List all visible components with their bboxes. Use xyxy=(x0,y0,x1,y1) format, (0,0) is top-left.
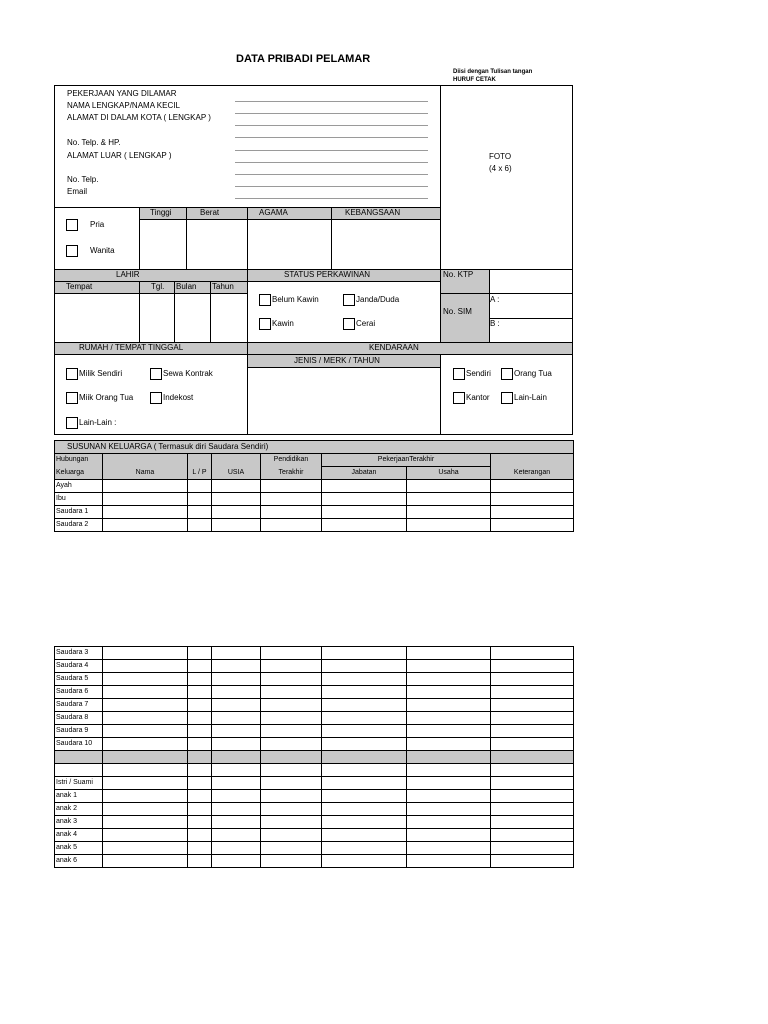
own-house-label: Milik Sendiri xyxy=(79,369,123,378)
email-field[interactable] xyxy=(235,198,428,199)
position-cell[interactable] xyxy=(322,816,407,829)
relation-cell: Istri / Suami xyxy=(55,777,103,790)
family-row xyxy=(55,790,574,803)
job-field[interactable] xyxy=(235,101,428,102)
notes-cell[interactable] xyxy=(491,829,574,842)
sex-cell[interactable] xyxy=(188,803,212,816)
note-handwriting: Diisi dengan Tulisan tangan xyxy=(453,69,533,75)
family-row xyxy=(55,506,574,519)
business-cell[interactable] xyxy=(407,480,491,493)
marital-header: STATUS PERKAWINAN xyxy=(284,270,371,279)
divider xyxy=(139,207,140,270)
notes-cell[interactable] xyxy=(491,777,574,790)
name-cell[interactable] xyxy=(103,712,188,725)
notes-cell[interactable] xyxy=(491,506,574,519)
notes-cell[interactable] xyxy=(491,647,574,660)
col-sex: L / P xyxy=(188,467,212,480)
position-cell[interactable] xyxy=(322,493,407,506)
vehicle-header: KENDARAAN xyxy=(369,343,419,352)
spacer-cell xyxy=(55,751,103,764)
name-cell[interactable] xyxy=(103,790,188,803)
spacer-cell xyxy=(188,764,212,777)
address-city-field[interactable] xyxy=(235,125,428,126)
age-cell[interactable] xyxy=(212,493,261,506)
age-cell[interactable] xyxy=(212,829,261,842)
name-cell[interactable] xyxy=(103,493,188,506)
spacer-cell xyxy=(103,751,188,764)
family-table-top xyxy=(54,440,574,532)
divider xyxy=(186,207,187,270)
relation-cell: Ibu xyxy=(55,493,103,506)
sex-cell[interactable] xyxy=(188,506,212,519)
notes-cell[interactable] xyxy=(491,712,574,725)
notes-cell[interactable] xyxy=(491,519,574,532)
business-cell[interactable] xyxy=(407,673,491,686)
notes-cell[interactable] xyxy=(491,699,574,712)
col-name-top xyxy=(103,454,188,467)
name-cell[interactable] xyxy=(103,660,188,673)
col-age: USIA xyxy=(212,467,261,480)
col-age-top xyxy=(212,454,261,467)
business-cell[interactable] xyxy=(407,803,491,816)
business-cell[interactable] xyxy=(407,493,491,506)
education-cell[interactable] xyxy=(261,829,322,842)
name-cell[interactable] xyxy=(103,777,188,790)
note-block-letters: HURUF CETAK xyxy=(453,77,496,83)
nationality-header: KEBANGSAAN xyxy=(345,208,401,217)
col-job: PekerjaanTerakhir xyxy=(322,454,491,467)
business-cell[interactable] xyxy=(407,855,491,868)
physical-header-line xyxy=(139,219,440,220)
sex-cell[interactable] xyxy=(188,777,212,790)
name-cell[interactable] xyxy=(103,725,188,738)
photo-label: FOTO xyxy=(489,152,512,161)
spacer-cell xyxy=(322,751,407,764)
spacer-cell xyxy=(322,764,407,777)
age-cell[interactable] xyxy=(212,647,261,660)
education-cell[interactable] xyxy=(261,673,322,686)
birth-month-header: Bulan xyxy=(176,282,197,291)
spacer-cell xyxy=(407,751,491,764)
relation-cell: Saudara 3 xyxy=(55,647,103,660)
education-cell[interactable] xyxy=(261,790,322,803)
col-relation-1: Hubungan xyxy=(55,454,103,467)
education-cell[interactable] xyxy=(261,519,322,532)
page-title: DATA PRIBADI PELAMAR xyxy=(236,53,371,65)
name-cell[interactable] xyxy=(103,842,188,855)
col-notes-top xyxy=(491,454,574,467)
sex-cell[interactable] xyxy=(188,519,212,532)
photo-size-label: (4 x 6) xyxy=(489,164,512,173)
divider xyxy=(54,293,248,294)
vehicle-other-checkbox[interactable] xyxy=(501,392,513,404)
education-cell[interactable] xyxy=(261,816,322,829)
widowed-label: Janda/Duda xyxy=(356,295,400,304)
single-checkbox[interactable] xyxy=(259,294,271,306)
family-row xyxy=(55,803,574,816)
position-cell[interactable] xyxy=(322,829,407,842)
sex-cell[interactable] xyxy=(188,725,212,738)
boarding-label: Indekost xyxy=(163,393,194,402)
name-field[interactable] xyxy=(235,113,428,114)
relation-cell: anak 4 xyxy=(55,829,103,842)
relation-cell: anak 1 xyxy=(55,790,103,803)
weight-header: Berat xyxy=(200,208,220,217)
family-row xyxy=(55,519,574,532)
age-cell[interactable] xyxy=(212,673,261,686)
phone2-label: No. Telp. xyxy=(67,175,99,184)
business-cell[interactable] xyxy=(407,777,491,790)
divider xyxy=(248,281,440,282)
relation-cell: Saudara 2 xyxy=(55,519,103,532)
family-table-mid xyxy=(54,646,574,868)
notes-cell[interactable] xyxy=(491,855,574,868)
residence-other-label: Lain-Lain : xyxy=(79,418,117,427)
education-cell[interactable] xyxy=(261,686,322,699)
age-cell[interactable] xyxy=(212,660,261,673)
family-row xyxy=(55,493,574,506)
relation-cell: Saudara 10 xyxy=(55,738,103,751)
family-row xyxy=(55,842,574,855)
position-cell[interactable] xyxy=(322,712,407,725)
business-cell[interactable] xyxy=(407,519,491,532)
age-cell[interactable] xyxy=(212,842,261,855)
col-business: Usaha xyxy=(407,467,491,480)
vehicle-parents-checkbox[interactable] xyxy=(501,368,513,380)
education-cell[interactable] xyxy=(261,842,322,855)
col-notes: Keterangan xyxy=(491,467,574,480)
notes-cell[interactable] xyxy=(491,480,574,493)
education-cell[interactable] xyxy=(261,699,322,712)
divider xyxy=(247,207,248,270)
position-cell[interactable] xyxy=(322,660,407,673)
female-checkbox[interactable] xyxy=(66,245,78,257)
name-cell[interactable] xyxy=(103,816,188,829)
sex-cell[interactable] xyxy=(188,686,212,699)
col-edu-1: Pendidikan xyxy=(261,454,322,467)
age-cell[interactable] xyxy=(212,803,261,816)
divider xyxy=(247,269,248,343)
education-cell[interactable] xyxy=(261,712,322,725)
spacer-cell xyxy=(55,764,103,777)
business-cell[interactable] xyxy=(407,738,491,751)
name-cell[interactable] xyxy=(103,699,188,712)
birth-header: LAHIR xyxy=(116,270,140,279)
name-cell[interactable] xyxy=(103,647,188,660)
position-cell[interactable] xyxy=(322,803,407,816)
relation-cell: anak 3 xyxy=(55,816,103,829)
education-cell[interactable] xyxy=(261,803,322,816)
age-cell[interactable] xyxy=(212,699,261,712)
sex-cell[interactable] xyxy=(188,855,212,868)
position-cell[interactable] xyxy=(322,842,407,855)
male-checkbox[interactable] xyxy=(66,219,78,231)
col-relation-2: Keluarga xyxy=(55,467,103,480)
name-label: NAMA LENGKAP/NAMA KECIL xyxy=(67,101,180,110)
job-label: PEKERJAAN YANG DILAMAR xyxy=(67,89,177,98)
relation-cell: Saudara 4 xyxy=(55,660,103,673)
sex-cell[interactable] xyxy=(188,493,212,506)
family-row xyxy=(55,686,574,699)
position-cell[interactable] xyxy=(322,738,407,751)
sex-cell[interactable] xyxy=(188,816,212,829)
business-cell[interactable] xyxy=(407,647,491,660)
family-row xyxy=(55,647,574,660)
vehicle-office-checkbox[interactable] xyxy=(453,392,465,404)
residence-other-checkbox[interactable] xyxy=(66,417,78,429)
name-cell[interactable] xyxy=(103,480,188,493)
family-row xyxy=(55,738,574,751)
relation-cell: Saudara 6 xyxy=(55,686,103,699)
notes-cell[interactable] xyxy=(491,673,574,686)
col-edu-2: Terakhir xyxy=(261,467,322,480)
col-name: Nama xyxy=(103,467,188,480)
education-cell[interactable] xyxy=(261,660,322,673)
ktp-label: No. KTP xyxy=(443,270,474,279)
address-city-field-2[interactable] xyxy=(235,137,428,138)
family-row xyxy=(55,855,574,868)
name-cell[interactable] xyxy=(103,738,188,751)
position-cell[interactable] xyxy=(322,647,407,660)
spacer-cell xyxy=(261,764,322,777)
notes-cell[interactable] xyxy=(491,686,574,699)
own-house-checkbox[interactable] xyxy=(66,368,78,380)
sim-a-label: A : xyxy=(490,295,500,304)
divider xyxy=(489,269,490,343)
height-header: Tinggi xyxy=(150,208,172,217)
family-row xyxy=(55,480,574,493)
age-cell[interactable] xyxy=(212,725,261,738)
divider xyxy=(440,354,441,435)
age-cell[interactable] xyxy=(212,519,261,532)
position-cell[interactable] xyxy=(322,506,407,519)
rent-checkbox[interactable] xyxy=(150,368,162,380)
religion-header: AGAMA xyxy=(259,208,288,217)
sex-cell[interactable] xyxy=(188,790,212,803)
sex-cell[interactable] xyxy=(188,738,212,751)
business-cell[interactable] xyxy=(407,842,491,855)
notes-cell[interactable] xyxy=(491,803,574,816)
married-checkbox[interactable] xyxy=(259,318,271,330)
id-label-bar xyxy=(441,270,489,342)
business-cell[interactable] xyxy=(407,725,491,738)
spacer-cell xyxy=(103,764,188,777)
position-cell[interactable] xyxy=(322,777,407,790)
phone-field[interactable] xyxy=(235,150,428,151)
divorced-label: Cerai xyxy=(356,319,376,328)
spacer-cell xyxy=(261,751,322,764)
widowed-checkbox[interactable] xyxy=(343,294,355,306)
business-cell[interactable] xyxy=(407,790,491,803)
name-cell[interactable] xyxy=(103,519,188,532)
position-cell[interactable] xyxy=(322,673,407,686)
family-row xyxy=(55,777,574,790)
sex-cell[interactable] xyxy=(188,699,212,712)
vehicle-office-label: Kantor xyxy=(466,393,490,402)
spacer-cell xyxy=(188,751,212,764)
notes-cell[interactable] xyxy=(491,842,574,855)
divider xyxy=(174,281,175,343)
relation-cell: anak 5 xyxy=(55,842,103,855)
vehicle-own-checkbox[interactable] xyxy=(453,368,465,380)
education-cell[interactable] xyxy=(261,480,322,493)
name-cell[interactable] xyxy=(103,829,188,842)
vehicle-subheader: JENIS / MERK / TAHUN xyxy=(294,356,380,365)
name-cell[interactable] xyxy=(103,506,188,519)
notes-cell[interactable] xyxy=(491,790,574,803)
parents-house-checkbox[interactable] xyxy=(66,392,78,404)
business-cell[interactable] xyxy=(407,712,491,725)
education-cell[interactable] xyxy=(261,647,322,660)
birth-year-header: Tahun xyxy=(212,282,234,291)
family-row xyxy=(55,712,574,725)
relation-cell: Saudara 1 xyxy=(55,506,103,519)
divider xyxy=(247,342,248,435)
married-label: Kawin xyxy=(272,319,294,328)
rent-label: Sewa Kontrak xyxy=(163,369,213,378)
family-row xyxy=(55,725,574,738)
family-header: SUSUNAN KELUARGA ( Termasuk diri Saudara Sendiri) xyxy=(55,441,574,454)
birth-date-header: Tgl. xyxy=(151,282,165,291)
name-cell[interactable] xyxy=(103,686,188,699)
education-cell[interactable] xyxy=(261,506,322,519)
relation-cell: Ayah xyxy=(55,480,103,493)
education-cell[interactable] xyxy=(261,777,322,790)
divider xyxy=(139,281,140,343)
sex-cell[interactable] xyxy=(188,660,212,673)
sim-b-label: B : xyxy=(490,319,500,328)
spacer-cell xyxy=(491,764,574,777)
vehicle-other-label: Lain-Lain xyxy=(514,393,547,402)
notes-cell[interactable] xyxy=(491,725,574,738)
name-cell[interactable] xyxy=(103,855,188,868)
business-cell[interactable] xyxy=(407,699,491,712)
family-row xyxy=(55,699,574,712)
education-cell[interactable] xyxy=(261,738,322,751)
sex-cell[interactable] xyxy=(188,673,212,686)
business-cell[interactable] xyxy=(407,506,491,519)
residence-header: RUMAH / TEMPAT TINGGAL xyxy=(79,343,184,352)
spacer-cell xyxy=(407,764,491,777)
divider xyxy=(248,367,440,368)
age-cell[interactable] xyxy=(212,712,261,725)
parents-house-label: Miik Orang Tua xyxy=(79,393,134,402)
age-cell[interactable] xyxy=(212,738,261,751)
business-cell[interactable] xyxy=(407,660,491,673)
family-row xyxy=(55,660,574,673)
boarding-checkbox[interactable] xyxy=(150,392,162,404)
address-out-field[interactable] xyxy=(235,162,428,163)
birth-place-header: Tempat xyxy=(66,282,93,291)
business-cell[interactable] xyxy=(407,829,491,842)
col-position: Jabatan xyxy=(322,467,407,480)
position-cell[interactable] xyxy=(322,855,407,868)
address-out-label: ALAMAT LUAR ( LENGKAP ) xyxy=(67,151,172,160)
sex-cell[interactable] xyxy=(188,712,212,725)
divorced-checkbox[interactable] xyxy=(343,318,355,330)
relation-cell: Saudara 8 xyxy=(55,712,103,725)
name-cell[interactable] xyxy=(103,673,188,686)
name-cell[interactable] xyxy=(103,803,188,816)
position-cell[interactable] xyxy=(322,480,407,493)
education-cell[interactable] xyxy=(261,493,322,506)
relation-cell: anak 6 xyxy=(55,855,103,868)
sex-cell[interactable] xyxy=(188,829,212,842)
relation-cell: Saudara 9 xyxy=(55,725,103,738)
vehicle-parents-label: Orang Tua xyxy=(514,369,552,378)
age-cell[interactable] xyxy=(212,816,261,829)
notes-cell[interactable] xyxy=(491,493,574,506)
education-cell[interactable] xyxy=(261,855,322,868)
sim-label: No. SIM xyxy=(443,307,472,316)
email-label: Email xyxy=(67,187,88,196)
age-cell[interactable] xyxy=(212,790,261,803)
photo-divider xyxy=(440,85,441,270)
male-label: Pria xyxy=(90,220,105,229)
family-row xyxy=(55,816,574,829)
age-cell[interactable] xyxy=(212,686,261,699)
position-cell[interactable] xyxy=(322,519,407,532)
sex-cell[interactable] xyxy=(188,842,212,855)
relation-cell: Saudara 5 xyxy=(55,673,103,686)
education-cell[interactable] xyxy=(261,725,322,738)
family-row xyxy=(55,673,574,686)
address-out-field-2[interactable] xyxy=(235,174,428,175)
sex-cell[interactable] xyxy=(188,480,212,493)
relation-cell: anak 2 xyxy=(55,803,103,816)
notes-cell[interactable] xyxy=(491,816,574,829)
female-label: Wanita xyxy=(90,246,115,255)
notes-cell[interactable] xyxy=(491,738,574,751)
spacer-cell xyxy=(491,751,574,764)
phone2-field[interactable] xyxy=(235,186,428,187)
col-sex-top xyxy=(188,454,212,467)
address-city-label: ALAMAT DI DALAM KOTA ( LENGKAP ) xyxy=(67,113,211,122)
spacer-cell xyxy=(212,764,261,777)
divider xyxy=(331,207,332,270)
divider xyxy=(210,281,211,343)
business-cell[interactable] xyxy=(407,816,491,829)
spacer-cell xyxy=(212,751,261,764)
divider xyxy=(440,293,573,294)
phone-label: No. Telp. & HP. xyxy=(67,138,121,147)
family-row xyxy=(55,829,574,842)
notes-cell[interactable] xyxy=(491,660,574,673)
business-cell[interactable] xyxy=(407,686,491,699)
age-cell[interactable] xyxy=(212,777,261,790)
divider xyxy=(440,269,441,343)
position-cell[interactable] xyxy=(322,725,407,738)
age-cell[interactable] xyxy=(212,506,261,519)
vehicle-own-label: Sendiri xyxy=(466,369,491,378)
sex-cell[interactable] xyxy=(188,647,212,660)
position-cell[interactable] xyxy=(322,686,407,699)
age-cell[interactable] xyxy=(212,855,261,868)
position-cell[interactable] xyxy=(322,790,407,803)
divider xyxy=(489,318,573,319)
position-cell[interactable] xyxy=(322,699,407,712)
age-cell[interactable] xyxy=(212,480,261,493)
relation-cell: Saudara 7 xyxy=(55,699,103,712)
single-label: Belum Kawin xyxy=(272,295,319,304)
